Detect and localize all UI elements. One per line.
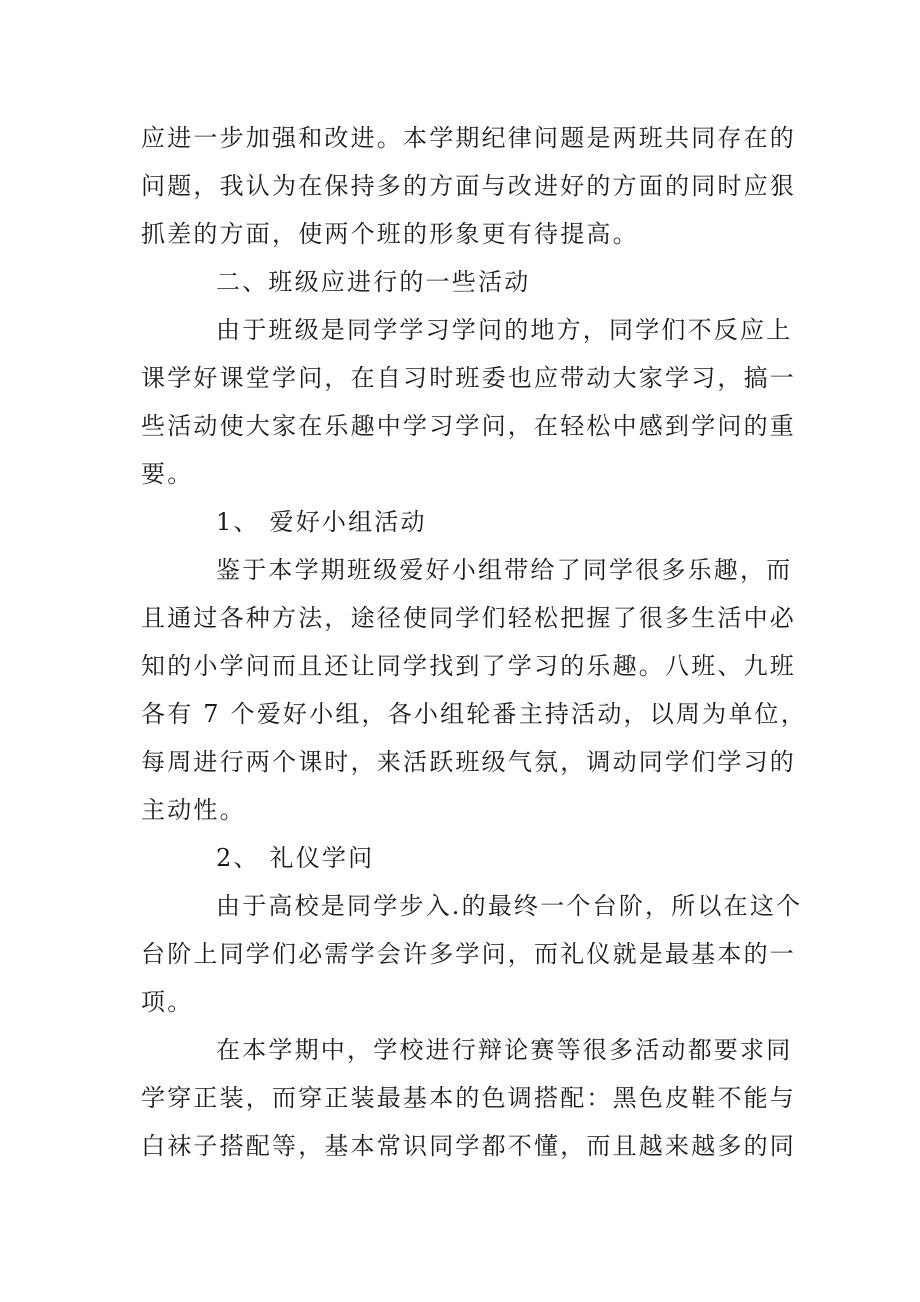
text-line: 台阶上同学们必需学会许多学问，而礼仪就是最基本的一: [141, 940, 796, 968]
text-line: 主动性。: [141, 796, 246, 824]
text-line: 要。: [141, 460, 194, 488]
text-line: 抓差的方面，使两个班的形象更有待提高。: [141, 220, 639, 248]
text-line: 鉴于本学期班级爱好小组带给了同学很多乐趣，而: [216, 556, 793, 584]
subsection-heading: 1、 爱好小组活动: [216, 508, 427, 536]
text-line: 课学好课堂学问，在自习时班委也应带动大家学习，搞一: [141, 364, 796, 392]
document-body: [141, 114, 807, 1170]
text-line: 由于班级是同学学习学问的地方，同学们不反应上: [216, 316, 793, 344]
text-line: 学穿正装，而穿正装最基本的色调搭配：黑色皮鞋不能与: [141, 1084, 796, 1112]
text-line: 在本学期中，学校进行辩论赛等很多活动都要求同: [216, 1036, 793, 1064]
subsection-heading: 2、 礼仪学问: [216, 844, 375, 872]
text-line: 些活动使大家在乐趣中学习学问，在轻松中感到学问的重: [141, 412, 796, 440]
section-heading: 二、班级应进行的一些活动: [216, 268, 531, 296]
text-line: 项。: [141, 988, 194, 1016]
text-line: 白袜子搭配等，基本常识同学都不懂，而且越来越多的同: [141, 1132, 796, 1160]
text-line: 各有 7 个爱好小组，各小组轮番主持活动，以周为单位，: [141, 700, 807, 728]
text-line: 由于高校是同学步入.的最终一个台阶，所以在这个: [216, 892, 803, 920]
text-line: 问题，我认为在保持多的方面与改进好的方面的同时应狠: [141, 172, 796, 200]
text-line: 每周进行两个课时，来活跃班级气氛，调动同学们学习的: [141, 748, 796, 776]
text-line: 且通过各种方法，途径使同学们轻松把握了很多生活中必: [141, 604, 796, 632]
text-line: 知的小学问而且还让同学找到了学习的乐趣。八班、九班: [141, 652, 796, 680]
text-line: 应进一步加强和改进。本学期纪律问题是两班共同存在的: [141, 124, 796, 152]
